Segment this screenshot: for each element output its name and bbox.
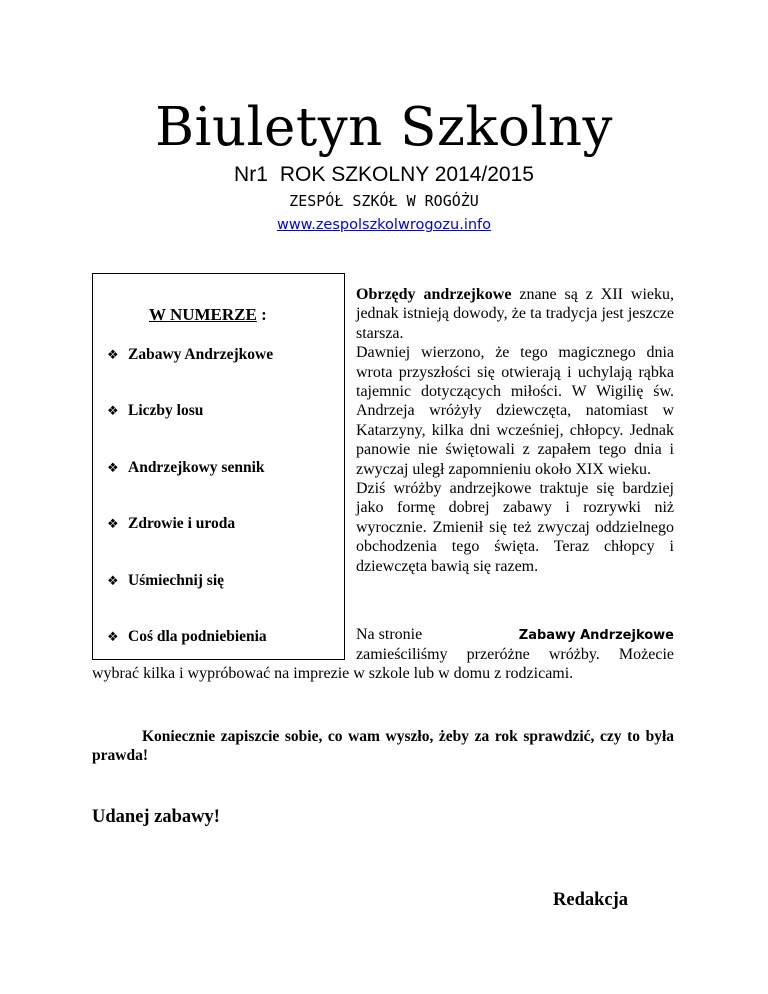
school-year: ROK SZKOLNY 2014/2015 — [279, 163, 534, 186]
signature: Redakcja — [553, 890, 629, 910]
toc-item-label: Uśmiechnij się — [128, 572, 225, 589]
article-paragraph: Dawniej wierzono, że tego magicznego dnia wrota przyszłości się otwierają i uchylają rąbka tajemnic dotyczących miłości. W Wigilię św. Andrzeja wróżyły dziewczęta, natomiast w Katarzyny, kilka dni wcześniej, chłopcy. Jednak panowie nie świętowali z zapałem tego dnia i zwyczaj uległ zapomnieniu około XIX wieku. — [356, 344, 674, 478]
toc-item — [107, 514, 235, 535]
toc-heading — [149, 304, 267, 326]
diamond-bullet-icon: ❖ — [107, 461, 119, 476]
article-text: znane są z XII wieku, jednak istnieją dowody, że ta tradycja jest jeszcze starsza. — [356, 286, 675, 342]
issue-line — [0, 160, 768, 190]
article-text: wybrać kilka i wypróbować na imprezie w szkole lub w domu z rodzicami. — [92, 665, 574, 682]
table-of-contents — [92, 273, 345, 660]
page-reference-line — [356, 625, 674, 645]
reminder-note: Koniecznie zapiszcie sobie, co wam wyszło, żeby za rok sprawdzić, czy to była prawda! — [92, 728, 674, 765]
diamond-bullet-icon: ❖ — [107, 348, 119, 363]
article-paragraph-links — [356, 625, 674, 665]
issue-number: Nr1 — [234, 163, 268, 186]
toc-item — [107, 458, 265, 479]
toc-heading-colon: : — [256, 305, 267, 324]
website-link[interactable]: www.zespolszkolwrogozu.info — [276, 217, 492, 233]
article-lead-term: Obrzędy andrzejkowe — [356, 286, 512, 303]
toc-heading-label: W NUMERZE — [149, 305, 257, 324]
article-paragraph — [356, 285, 674, 343]
article-paragraph: Dziś wróżby andrzejkowe traktuje się bardziej jako formę dobrej zabawy i rozrywki niż wyrocznie. Zmienił się też zwyczaj oddzielnego obchodzenia tego święta. Teraz chłopcy i dziewczęta bawią się razem. — [356, 480, 674, 575]
diamond-bullet-icon: ❖ — [107, 517, 119, 532]
toc-item-label: Liczby losu — [128, 402, 204, 419]
toc-item — [107, 345, 273, 366]
article-text: Na stronie — [356, 626, 423, 643]
diamond-bullet-icon: ❖ — [107, 630, 119, 645]
toc-item — [107, 401, 203, 422]
toc-item-label: Andrzejkowy sennik — [128, 459, 265, 476]
website-line — [0, 213, 768, 237]
toc-item-label: Coś dla podniebienia — [128, 628, 267, 645]
toc-item-label: Zdrowie i uroda — [128, 515, 236, 532]
school-name: ZESPÓŁ SZKÓŁ W ROGÓŻU — [289, 192, 479, 210]
toc-item-label: Zabawy Andrzejkowe — [128, 346, 274, 363]
diamond-bullet-icon: ❖ — [107, 404, 119, 419]
page-reference: Zabawy Andrzejkowe — [518, 628, 674, 643]
bulletin-title: Biuletyn Szkolny — [155, 97, 613, 158]
article-body — [356, 285, 674, 576]
toc-item — [107, 571, 224, 592]
article-text: zamieściliśmy przeróżne wróżby. Możecie — [356, 646, 674, 664]
closing-wish: Udanej zabawy! — [92, 807, 220, 827]
diamond-bullet-icon: ❖ — [107, 574, 119, 589]
toc-item — [107, 627, 267, 648]
